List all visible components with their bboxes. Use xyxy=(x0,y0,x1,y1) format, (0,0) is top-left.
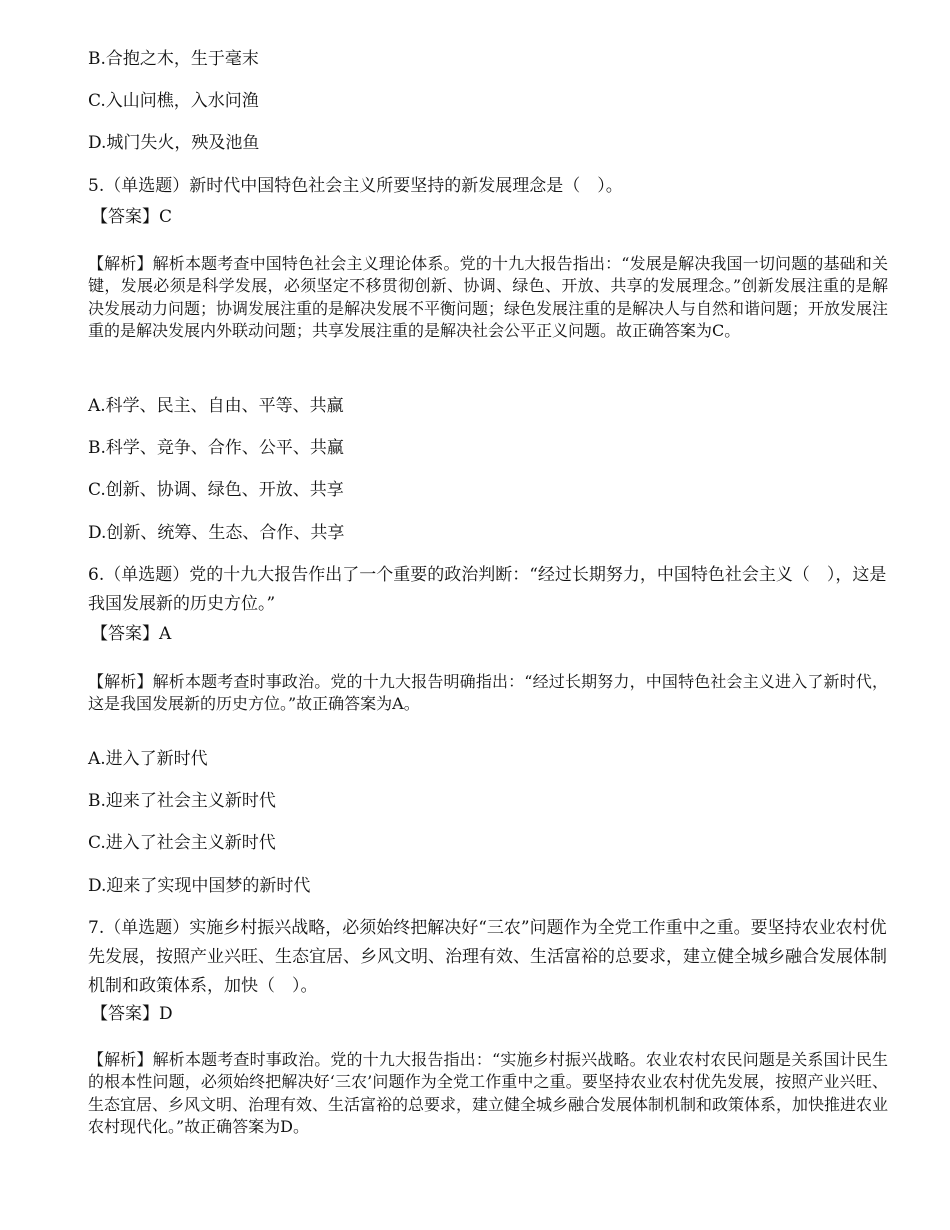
question-5: 5.（单选题）新时代中国特色社会主义所要坚持的新发展理念是（ ）。 xyxy=(88,176,623,196)
question-7: 7.（单选题）实施乡村振兴战略，必须始终把解决好“三农”问题作为全党工作重中之重。要坚持农业农村优先发展，按照产业兴旺、生态宜居、乡风文明、治理有效、生活富裕的总要求，建立健全城乡融合发展体制机制和政策体系，加快（ ）。 xyxy=(88,918,887,996)
answer-5: 【答案】C xyxy=(91,207,173,227)
option-d-q5: D.创新、统筹、生态、合作、共享 xyxy=(88,523,345,543)
option-d-q6: D.迎来了实现中国梦的新时代 xyxy=(88,876,311,896)
explanation-7: 【解析】解析本题考查时事政治。党的十九大报告指出：“实施乡村振兴战略。农业农村农民问题是关系国计民生的根本性问题，必须始终把解决好‘三农’问题作为全党工作重中之重。要坚持农业农村优先发展，按照产业兴旺、生态宜居、乡风文明、治理有效、生活富裕的总要求，建立健全城乡融合发展体制机制和政策体系，加快推进农业农村现代化。”故正确答案为D。 xyxy=(88,1050,889,1136)
question-6: 6.（单选题）党的十九大报告作出了一个重要的政治判断：“经过长期努力，中国特色社会主义（ ），这是我国发展新的历史方位。” xyxy=(88,565,887,614)
option-c-q6: C.进入了社会主义新时代 xyxy=(88,833,276,853)
option-a-q5: A.科学、民主、自由、平等、共赢 xyxy=(88,396,344,416)
option-b-q6: B.迎来了社会主义新时代 xyxy=(88,791,276,811)
option-b-q4: B.合抱之木，生于毫末 xyxy=(88,49,259,69)
answer-7: 【答案】D xyxy=(91,1004,173,1024)
answer-6: 【答案】A xyxy=(91,624,172,644)
option-c-q4: C.入山问樵，入水问渔 xyxy=(88,91,259,111)
option-d-q4: D.城门失火，殃及池鱼 xyxy=(88,133,260,153)
explanation-6: 【解析】解析本题考查时事政治。党的十九大报告明确指出：“经过长期努力，中国特色社会主义进入了新时代，这是我国发展新的历史方位。”故正确答案为A。 xyxy=(88,672,888,714)
option-c-q5: C.创新、协调、绿色、开放、共享 xyxy=(88,480,344,500)
option-a-q6: A.进入了新时代 xyxy=(88,749,208,769)
option-b-q5: B.科学、竞争、合作、公平、共赢 xyxy=(88,438,344,458)
explanation-5: 【解析】解析本题考查中国特色社会主义理论体系。党的十九大报告指出：“发展是解决我国一切问题的基础和关键，发展必须是科学发展，必须坚定不移贯彻创新、协调、绿色、开放、共享的发展理念。”创新发展注重的是解决发展动力问题；协调发展注重的是解决发展不平衡问题；绿色发展注重的是解决人与自然和谐问题；开放发展注重的是解决发展内外联动问题；共享发展注重的是解决社会公平正义问题。故正确答案为C。 xyxy=(88,254,889,340)
